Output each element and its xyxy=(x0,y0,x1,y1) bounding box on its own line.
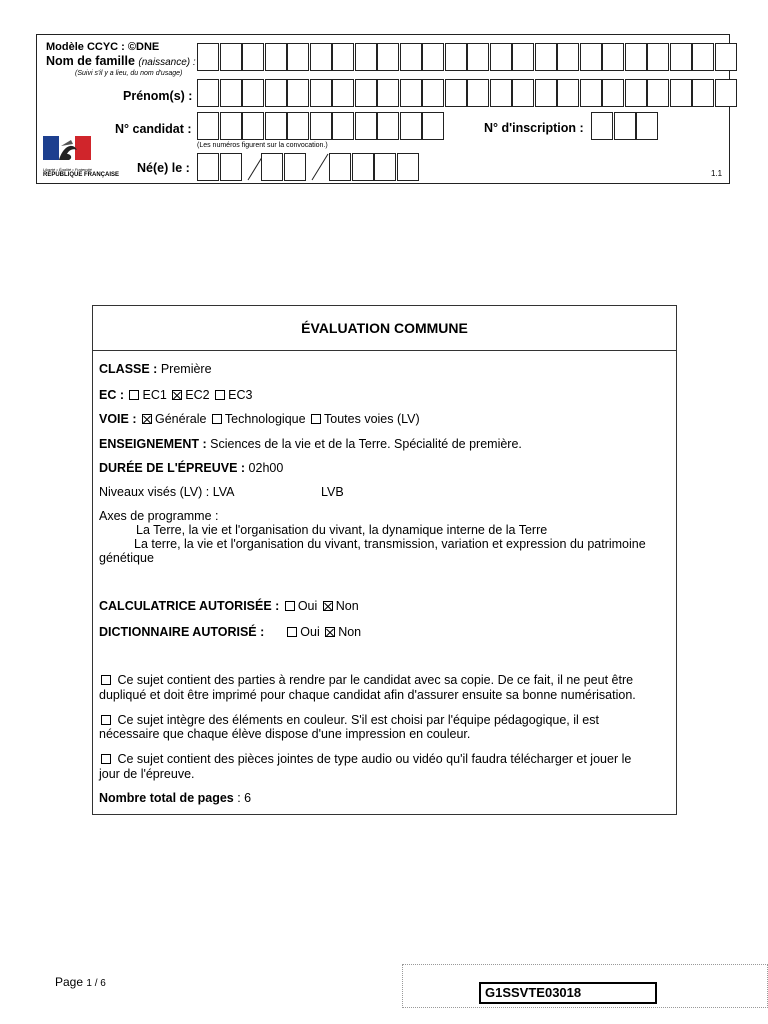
nom-cell[interactable] xyxy=(332,43,354,71)
candidat-label: N° candidat : xyxy=(115,122,192,136)
axe-2-line-1: La terre, la vie et l'organisation du vivant, transmission, variation et expression du patrimoine xyxy=(134,537,646,551)
note-1-line-2: dupliqué et doit être imprimé pour chaque candidat afin d'assurer ensuite sa bonne numérisation. xyxy=(99,688,636,702)
candidat-cell[interactable] xyxy=(377,112,399,140)
prenom-cell[interactable] xyxy=(355,79,377,107)
dictionnaire-label: DICTIONNAIRE AUTORISÉ : xyxy=(99,625,265,639)
ne-le-label: Né(e) le : xyxy=(137,161,190,175)
nom-cell[interactable] xyxy=(242,43,264,71)
nom-cell[interactable] xyxy=(670,43,692,71)
calculatrice-oui-label: Oui xyxy=(297,599,318,613)
nom-cell[interactable] xyxy=(220,43,242,71)
nom-cell[interactable] xyxy=(557,43,579,71)
evaluation-frame xyxy=(92,305,677,815)
enseignement-line xyxy=(99,437,522,451)
dictionnaire-non-label: Non xyxy=(338,625,362,639)
birth-month-cell[interactable] xyxy=(284,153,306,181)
ec2-label: EC2 xyxy=(185,388,210,402)
ec-line xyxy=(99,388,252,402)
prenom-cell[interactable] xyxy=(512,79,534,107)
candidat-cell[interactable] xyxy=(422,112,444,140)
candidat-note: (Les numéros figurent sur la convocation.) xyxy=(197,142,328,149)
candidat-cells[interactable] xyxy=(197,112,445,140)
calculatrice-oui-checkbox[interactable] xyxy=(285,601,295,611)
toutes-voies-label: Toutes voies (LV) xyxy=(324,412,420,426)
dictionnaire-line xyxy=(99,625,361,639)
prenom-cell[interactable] xyxy=(692,79,714,107)
ec2-checkbox[interactable] xyxy=(172,390,182,400)
classe-label: CLASSE : xyxy=(99,362,158,376)
nom-cell[interactable] xyxy=(625,43,647,71)
nom-cell[interactable] xyxy=(490,43,512,71)
prenom-cell[interactable] xyxy=(377,79,399,107)
candidate-identification-block xyxy=(36,34,730,184)
nom-cell[interactable] xyxy=(467,43,489,71)
prenom-cell[interactable] xyxy=(445,79,467,107)
niveaux-lvb: LVB xyxy=(321,485,344,499)
birth-day-cell[interactable] xyxy=(220,153,242,181)
prenom-cell[interactable] xyxy=(287,79,309,107)
logo-motto: Liberté • Égalité • Fraternité xyxy=(43,167,92,172)
enseignement-label: ENSEIGNEMENT : xyxy=(99,437,207,451)
note-3-text-1: Ce sujet contient des pièces jointes de type audio ou vidéo qu'il faudra télécharger et jouer le xyxy=(117,752,632,766)
logo-name: RÉPUBLIQUE FRANÇAISE xyxy=(43,172,120,178)
prenom-cell[interactable] xyxy=(647,79,669,107)
nom-label-text: Nom de famille xyxy=(46,54,135,68)
nom-cell[interactable] xyxy=(535,43,557,71)
nom-cell[interactable] xyxy=(355,43,377,71)
prenom-label: Prénom(s) : xyxy=(123,89,193,103)
nom-cell[interactable] xyxy=(377,43,399,71)
prenom-cell[interactable] xyxy=(265,79,287,107)
candidat-cell[interactable] xyxy=(242,112,264,140)
niveaux-line xyxy=(99,485,234,499)
prenom-cell[interactable] xyxy=(310,79,332,107)
candidat-cell[interactable] xyxy=(287,112,309,140)
pages-label: Nombre total de pages xyxy=(99,791,234,805)
nom-cell[interactable] xyxy=(445,43,467,71)
birth-day-cell[interactable] xyxy=(197,153,219,181)
note-3-line-1 xyxy=(99,752,631,766)
nom-label xyxy=(46,54,196,68)
dictionnaire-oui-checkbox[interactable] xyxy=(287,627,297,637)
nom-cell[interactable] xyxy=(512,43,534,71)
marianne-icon xyxy=(43,136,123,162)
axes-label: Axes de programme : xyxy=(99,509,219,523)
candidat-cell[interactable] xyxy=(355,112,377,140)
ec3-label: EC3 xyxy=(228,388,253,402)
birth-day-cells[interactable] xyxy=(197,153,242,181)
page-label: Page xyxy=(55,975,84,989)
birth-month-cell[interactable] xyxy=(261,153,283,181)
note-2-line-1 xyxy=(99,713,599,727)
candidat-cell[interactable] xyxy=(197,112,219,140)
prenom-cell[interactable] xyxy=(242,79,264,107)
prenom-cell[interactable] xyxy=(557,79,579,107)
ec1-checkbox[interactable] xyxy=(129,390,139,400)
classe-line xyxy=(99,362,212,376)
model-label: Modèle CCYC : ©DNE xyxy=(46,41,160,53)
evaluation-title: ÉVALUATION COMMUNE xyxy=(93,306,676,351)
prenom-cell[interactable] xyxy=(580,79,602,107)
technologique-label: Technologique xyxy=(224,412,306,426)
nom-cell[interactable] xyxy=(647,43,669,71)
ec-label: EC : xyxy=(99,388,124,402)
birth-year-cell[interactable] xyxy=(374,153,396,181)
dictionnaire-oui-label: Oui xyxy=(300,625,320,639)
candidat-cell[interactable] xyxy=(310,112,332,140)
enseignement-value: Sciences de la vie et de la Terre. Spécialité de première. xyxy=(210,437,522,451)
toutes-voies-checkbox[interactable] xyxy=(311,414,321,424)
calculatrice-non-checkbox[interactable] xyxy=(323,601,333,611)
duree-value: 02h00 xyxy=(248,461,284,475)
inscription-cell[interactable] xyxy=(591,112,613,140)
prenom-cell[interactable] xyxy=(220,79,242,107)
nom-cell[interactable] xyxy=(580,43,602,71)
note-2-line-2: nécessaire que chaque élève dispose d'une impression en couleur. xyxy=(99,727,471,741)
nom-cell[interactable] xyxy=(692,43,714,71)
prenom-cell[interactable] xyxy=(490,79,512,107)
prenom-cell[interactable] xyxy=(715,79,737,107)
nom-cells[interactable] xyxy=(197,43,737,71)
candidat-cell[interactable] xyxy=(332,112,354,140)
duree-label: DURÉE DE L'ÉPREUVE : xyxy=(99,461,246,475)
birth-year-cell[interactable] xyxy=(329,153,351,181)
prenom-cell[interactable] xyxy=(197,79,219,107)
nom-cell[interactable] xyxy=(602,43,624,71)
nom-cell[interactable] xyxy=(400,43,422,71)
prenom-cell[interactable] xyxy=(422,79,444,107)
birth-year-cell[interactable] xyxy=(352,153,374,181)
axe-1: La Terre, la vie et l'organisation du vivant, la dynamique interne de la Terre xyxy=(136,523,548,537)
inscription-cell[interactable] xyxy=(636,112,658,140)
voie-label: VOIE : xyxy=(99,412,137,426)
birth-year-cells[interactable] xyxy=(329,153,419,181)
ec1-label: EC1 xyxy=(142,388,167,402)
calculatrice-label: CALCULATRICE AUTORISÉE : xyxy=(99,599,280,613)
generale-label: Générale xyxy=(155,412,207,426)
inscription-label: N° d'inscription : xyxy=(484,121,584,135)
note-3-checkbox[interactable] xyxy=(101,754,111,764)
page-indicator xyxy=(55,975,106,989)
birth-month-cells[interactable] xyxy=(261,153,306,181)
prenom-cell[interactable] xyxy=(602,79,624,107)
prenom-cell[interactable] xyxy=(400,79,422,107)
note-2-checkbox[interactable] xyxy=(101,715,111,725)
calculatrice-non-label: Non xyxy=(335,599,359,613)
inscription-cell[interactable] xyxy=(614,112,636,140)
inscription-cells[interactable] xyxy=(591,112,659,140)
voie-line xyxy=(99,412,420,426)
nom-cell[interactable] xyxy=(287,43,309,71)
generale-checkbox[interactable] xyxy=(142,414,152,424)
niveaux-label: Niveaux visés (LV) : LVA xyxy=(99,485,235,499)
birth-year-cell[interactable] xyxy=(397,153,419,181)
republique-francaise-logo xyxy=(43,136,123,182)
subject-code: G1SSVTE03018 xyxy=(479,982,657,1004)
technologique-checkbox[interactable] xyxy=(212,414,222,424)
candidat-cell[interactable] xyxy=(400,112,422,140)
note-1-checkbox[interactable] xyxy=(101,675,111,685)
classe-value: Première xyxy=(160,362,212,376)
nom-hint: (naissance) : xyxy=(138,57,196,68)
dictionnaire-non-checkbox[interactable] xyxy=(325,627,335,637)
nom-cell[interactable] xyxy=(422,43,444,71)
nom-cell[interactable] xyxy=(197,43,219,71)
prenom-cells[interactable] xyxy=(197,79,737,107)
prenom-cell[interactable] xyxy=(625,79,647,107)
nom-cell[interactable] xyxy=(715,43,737,71)
page-number: 1 / 6 xyxy=(86,978,106,989)
nom-cell[interactable] xyxy=(265,43,287,71)
calculatrice-line xyxy=(99,599,359,613)
note-1-text-1: Ce sujet contient des parties à rendre par le candidat avec sa copie. De ce fait, il ne peut être xyxy=(117,673,634,687)
form-version: 1.1 xyxy=(711,169,723,178)
candidat-cell[interactable] xyxy=(220,112,242,140)
prenom-cell[interactable] xyxy=(670,79,692,107)
nom-sub: (Suivi s'il y a lieu, du nom d'usage) xyxy=(75,70,183,77)
axe-2-line-2: génétique xyxy=(99,551,154,565)
note-1-line-1 xyxy=(99,673,633,687)
ec3-checkbox[interactable] xyxy=(215,390,225,400)
prenom-cell[interactable] xyxy=(332,79,354,107)
prenom-cell[interactable] xyxy=(535,79,557,107)
pages-value: : 6 xyxy=(237,791,252,805)
note-3-line-2: jour de l'épreuve. xyxy=(99,767,195,781)
prenom-cell[interactable] xyxy=(467,79,489,107)
candidat-cell[interactable] xyxy=(265,112,287,140)
pages-line xyxy=(99,791,251,805)
duree-line xyxy=(99,461,283,475)
note-2-text-1: Ce sujet intègre des éléments en couleur. S'il est choisi par l'équipe pédagogique, il est xyxy=(117,713,599,727)
nom-cell[interactable] xyxy=(310,43,332,71)
